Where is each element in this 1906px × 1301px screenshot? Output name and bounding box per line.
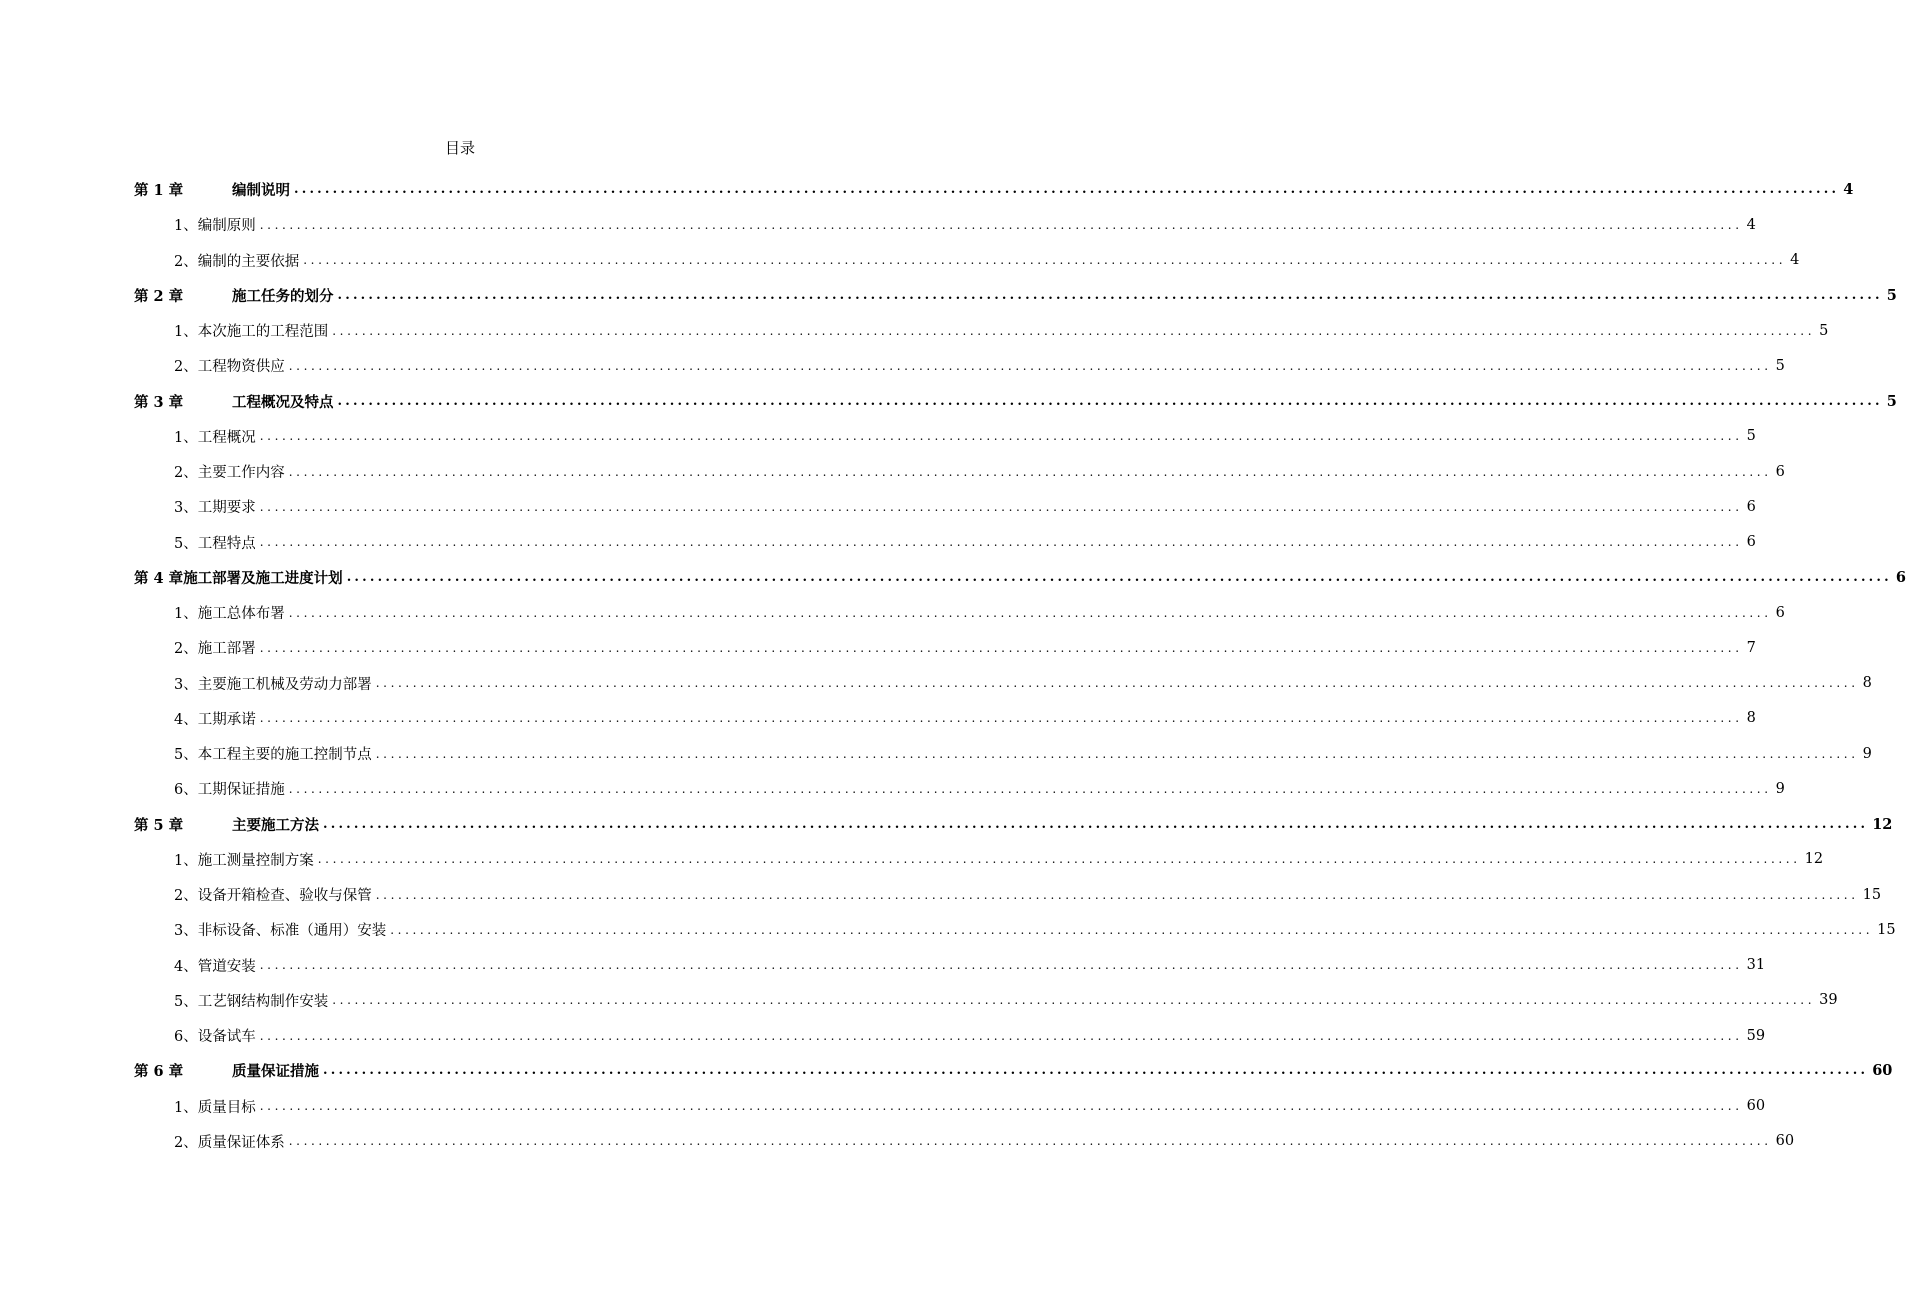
dot-leader: ........................................................................................................................................................................................................: [288, 1134, 1772, 1149]
page-number: 12: [1872, 815, 1893, 833]
section-title: 4、工期承诺: [174, 711, 256, 728]
toc-title: 目录: [444, 139, 475, 157]
toc-section-entry[interactable]: [134, 348, 1785, 383]
page-number: 31: [1746, 957, 1766, 974]
dot-leader: ........................................................................................................................................................................................................: [375, 676, 1859, 691]
toc-section-entry[interactable]: [134, 207, 1756, 242]
dot-leader: ........................................................................................................................................................................................................: [259, 958, 1743, 973]
page-number: 60: [1746, 1098, 1766, 1115]
section-title: 1、施工测量控制方案: [174, 852, 314, 869]
section-title: 2、工程物资供应: [174, 359, 285, 376]
toc-section-entry[interactable]: [134, 313, 1829, 348]
dot-leader: ........................................................................................................................................................................................................: [375, 887, 1859, 902]
dot-leader: ........................................................................................................................................................................................................: [259, 535, 1743, 550]
toc-section-entry[interactable]: [134, 948, 1766, 983]
toc-section-entry[interactable]: [134, 595, 1785, 630]
toc-section-entry[interactable]: [134, 1124, 1795, 1159]
toc-chapter-entry[interactable]: [134, 807, 1893, 842]
section-title: 1、施工总体布署: [174, 606, 285, 623]
section-title: 3、工期要求: [174, 500, 256, 517]
page-number: 5: [1775, 357, 1785, 374]
page-number: 12: [1804, 851, 1824, 868]
page-number: 5: [1886, 392, 1897, 410]
page-number: 5: [1886, 286, 1897, 304]
toc-chapter-entry[interactable]: [134, 278, 1897, 313]
dot-leader: ........................................................................................................................................................................................................: [259, 1099, 1743, 1114]
section-title: 4、管道安装: [174, 958, 256, 975]
dot-leader: ........................................................................................................................................................................................................: [323, 816, 1869, 832]
section-title: 3、非标设备、标准（通用）安装: [174, 923, 387, 940]
section-title: 2、质量保证体系: [174, 1134, 285, 1151]
toc-section-entry[interactable]: [134, 877, 1882, 912]
toc-section-entry[interactable]: [134, 912, 1896, 947]
toc-section-entry[interactable]: [134, 525, 1756, 560]
section-title: 1、质量目标: [174, 1099, 256, 1116]
page-number: 15: [1877, 921, 1896, 938]
page-number: 6: [1895, 568, 1906, 586]
toc-section-entry[interactable]: [134, 1018, 1766, 1053]
section-title: 1、工程概况: [174, 429, 256, 446]
dot-leader: ........................................................................................................................................................................................................: [259, 429, 1743, 444]
section-title: 1、编制原则: [174, 218, 256, 235]
toc-section-entry[interactable]: [134, 701, 1756, 736]
toc-section-entry[interactable]: [134, 771, 1785, 806]
chapter-title: 施工任务的划分: [232, 287, 334, 305]
page-number: 6: [1775, 604, 1785, 621]
page-number: 15: [1862, 886, 1882, 903]
dot-leader: ........................................................................................................................................................................................................: [390, 922, 1874, 937]
page-number: 8: [1862, 675, 1872, 692]
section-title: 5、工艺钢结构制作安装: [174, 993, 329, 1010]
page-number: 6: [1746, 498, 1756, 515]
toc-section-entry[interactable]: [134, 630, 1756, 665]
chapter-number: 第 2 章: [134, 287, 184, 305]
page-number: 8: [1746, 710, 1756, 727]
toc-section-entry[interactable]: [134, 489, 1756, 524]
toc-list: [134, 172, 1906, 1159]
dot-leader: ........................................................................................................................................................................................................: [259, 217, 1743, 232]
dot-leader: ........................................................................................................................................................................................................: [288, 605, 1772, 620]
page-number: 6: [1775, 463, 1785, 480]
toc-chapter-entry[interactable]: [134, 560, 1906, 595]
section-title: 6、设备试车: [174, 1029, 256, 1046]
page-number: 4: [1746, 216, 1756, 233]
chapter-number: 第 1 章: [134, 182, 184, 200]
dot-leader: ........................................................................................................................................................................................................: [259, 711, 1743, 726]
toc-chapter-entry[interactable]: [134, 172, 1854, 207]
page-number: 9: [1775, 780, 1785, 797]
chapter-title: 主要施工方法: [232, 816, 319, 834]
toc-section-entry[interactable]: [134, 736, 1872, 771]
section-title: 2、主要工作内容: [174, 465, 285, 482]
section-title: 3、主要施工机械及劳动力部署: [174, 676, 372, 693]
page-number: 4: [1790, 252, 1800, 269]
toc-section-entry[interactable]: [134, 454, 1785, 489]
chapter-title: 施工部署及施工进度计划: [183, 569, 343, 587]
dot-leader: ........................................................................................................................................................................................................: [303, 253, 1787, 268]
section-title: 2、设备开箱检查、验收与保管: [174, 888, 372, 905]
chapter-title: 工程概况及特点: [232, 393, 334, 411]
section-title: 5、本工程主要的施工控制节点: [174, 747, 372, 764]
chapter-title: 编制说明: [232, 182, 290, 200]
page-number: 39: [1819, 992, 1838, 1009]
page-number: 60: [1775, 1133, 1795, 1150]
page-number: 4: [1843, 181, 1854, 199]
dot-leader: ........................................................................................................................................................................................................: [294, 182, 1840, 198]
page-number: 9: [1862, 745, 1872, 762]
dot-leader: ........................................................................................................................................................................................................: [323, 1063, 1869, 1079]
section-title: 2、编制的主要依据: [174, 253, 300, 270]
page-number: 59: [1746, 1027, 1766, 1044]
toc-section-entry[interactable]: [134, 666, 1872, 701]
dot-leader: ........................................................................................................................................................................................................: [288, 358, 1772, 373]
chapter-number: 第 5 章: [134, 816, 184, 834]
toc-section-entry[interactable]: [134, 419, 1756, 454]
toc-section-entry[interactable]: [134, 983, 1838, 1018]
page-number: 5: [1819, 322, 1829, 339]
section-title: 1、本次施工的工程范围: [174, 324, 329, 341]
dot-leader: ........................................................................................................................................................................................................: [259, 499, 1743, 514]
dot-leader: ........................................................................................................................................................................................................: [375, 746, 1859, 761]
dot-leader: ........................................................................................................................................................................................................: [288, 781, 1772, 796]
dot-leader: ........................................................................................................................................................................................................: [259, 1028, 1743, 1043]
section-title: 2、施工部署: [174, 641, 256, 658]
dot-leader: ........................................................................................................................................................................................................: [259, 640, 1743, 655]
page-number: 60: [1872, 1062, 1893, 1080]
chapter-number: 第 4 章: [134, 569, 184, 587]
toc-section-entry[interactable]: [134, 1089, 1766, 1124]
toc-section-entry[interactable]: [134, 842, 1824, 877]
dot-leader: ........................................................................................................................................................................................................: [332, 323, 1816, 338]
page-number: 5: [1746, 428, 1756, 445]
dot-leader: ........................................................................................................................................................................................................: [317, 852, 1801, 867]
dot-leader: ........................................................................................................................................................................................................: [288, 464, 1772, 479]
dot-leader: ........................................................................................................................................................................................................: [332, 993, 1816, 1008]
chapter-number: 第 3 章: [134, 393, 184, 411]
page-number: 6: [1746, 534, 1756, 551]
dot-leader: ........................................................................................................................................................................................................: [346, 569, 1892, 585]
section-title: 5、工程特点: [174, 535, 256, 552]
section-title: 6、工期保证措施: [174, 782, 285, 799]
page-number: 7: [1746, 639, 1756, 656]
chapter-number: 第 6 章: [134, 1063, 184, 1081]
toc-chapter-entry[interactable]: [134, 384, 1897, 419]
toc-chapter-entry[interactable]: [134, 1053, 1893, 1088]
dot-leader: ........................................................................................................................................................................................................: [337, 287, 1883, 303]
dot-leader: ........................................................................................................................................................................................................: [337, 393, 1883, 409]
toc-section-entry[interactable]: [134, 243, 1800, 278]
chapter-title: 质量保证措施: [232, 1063, 319, 1081]
